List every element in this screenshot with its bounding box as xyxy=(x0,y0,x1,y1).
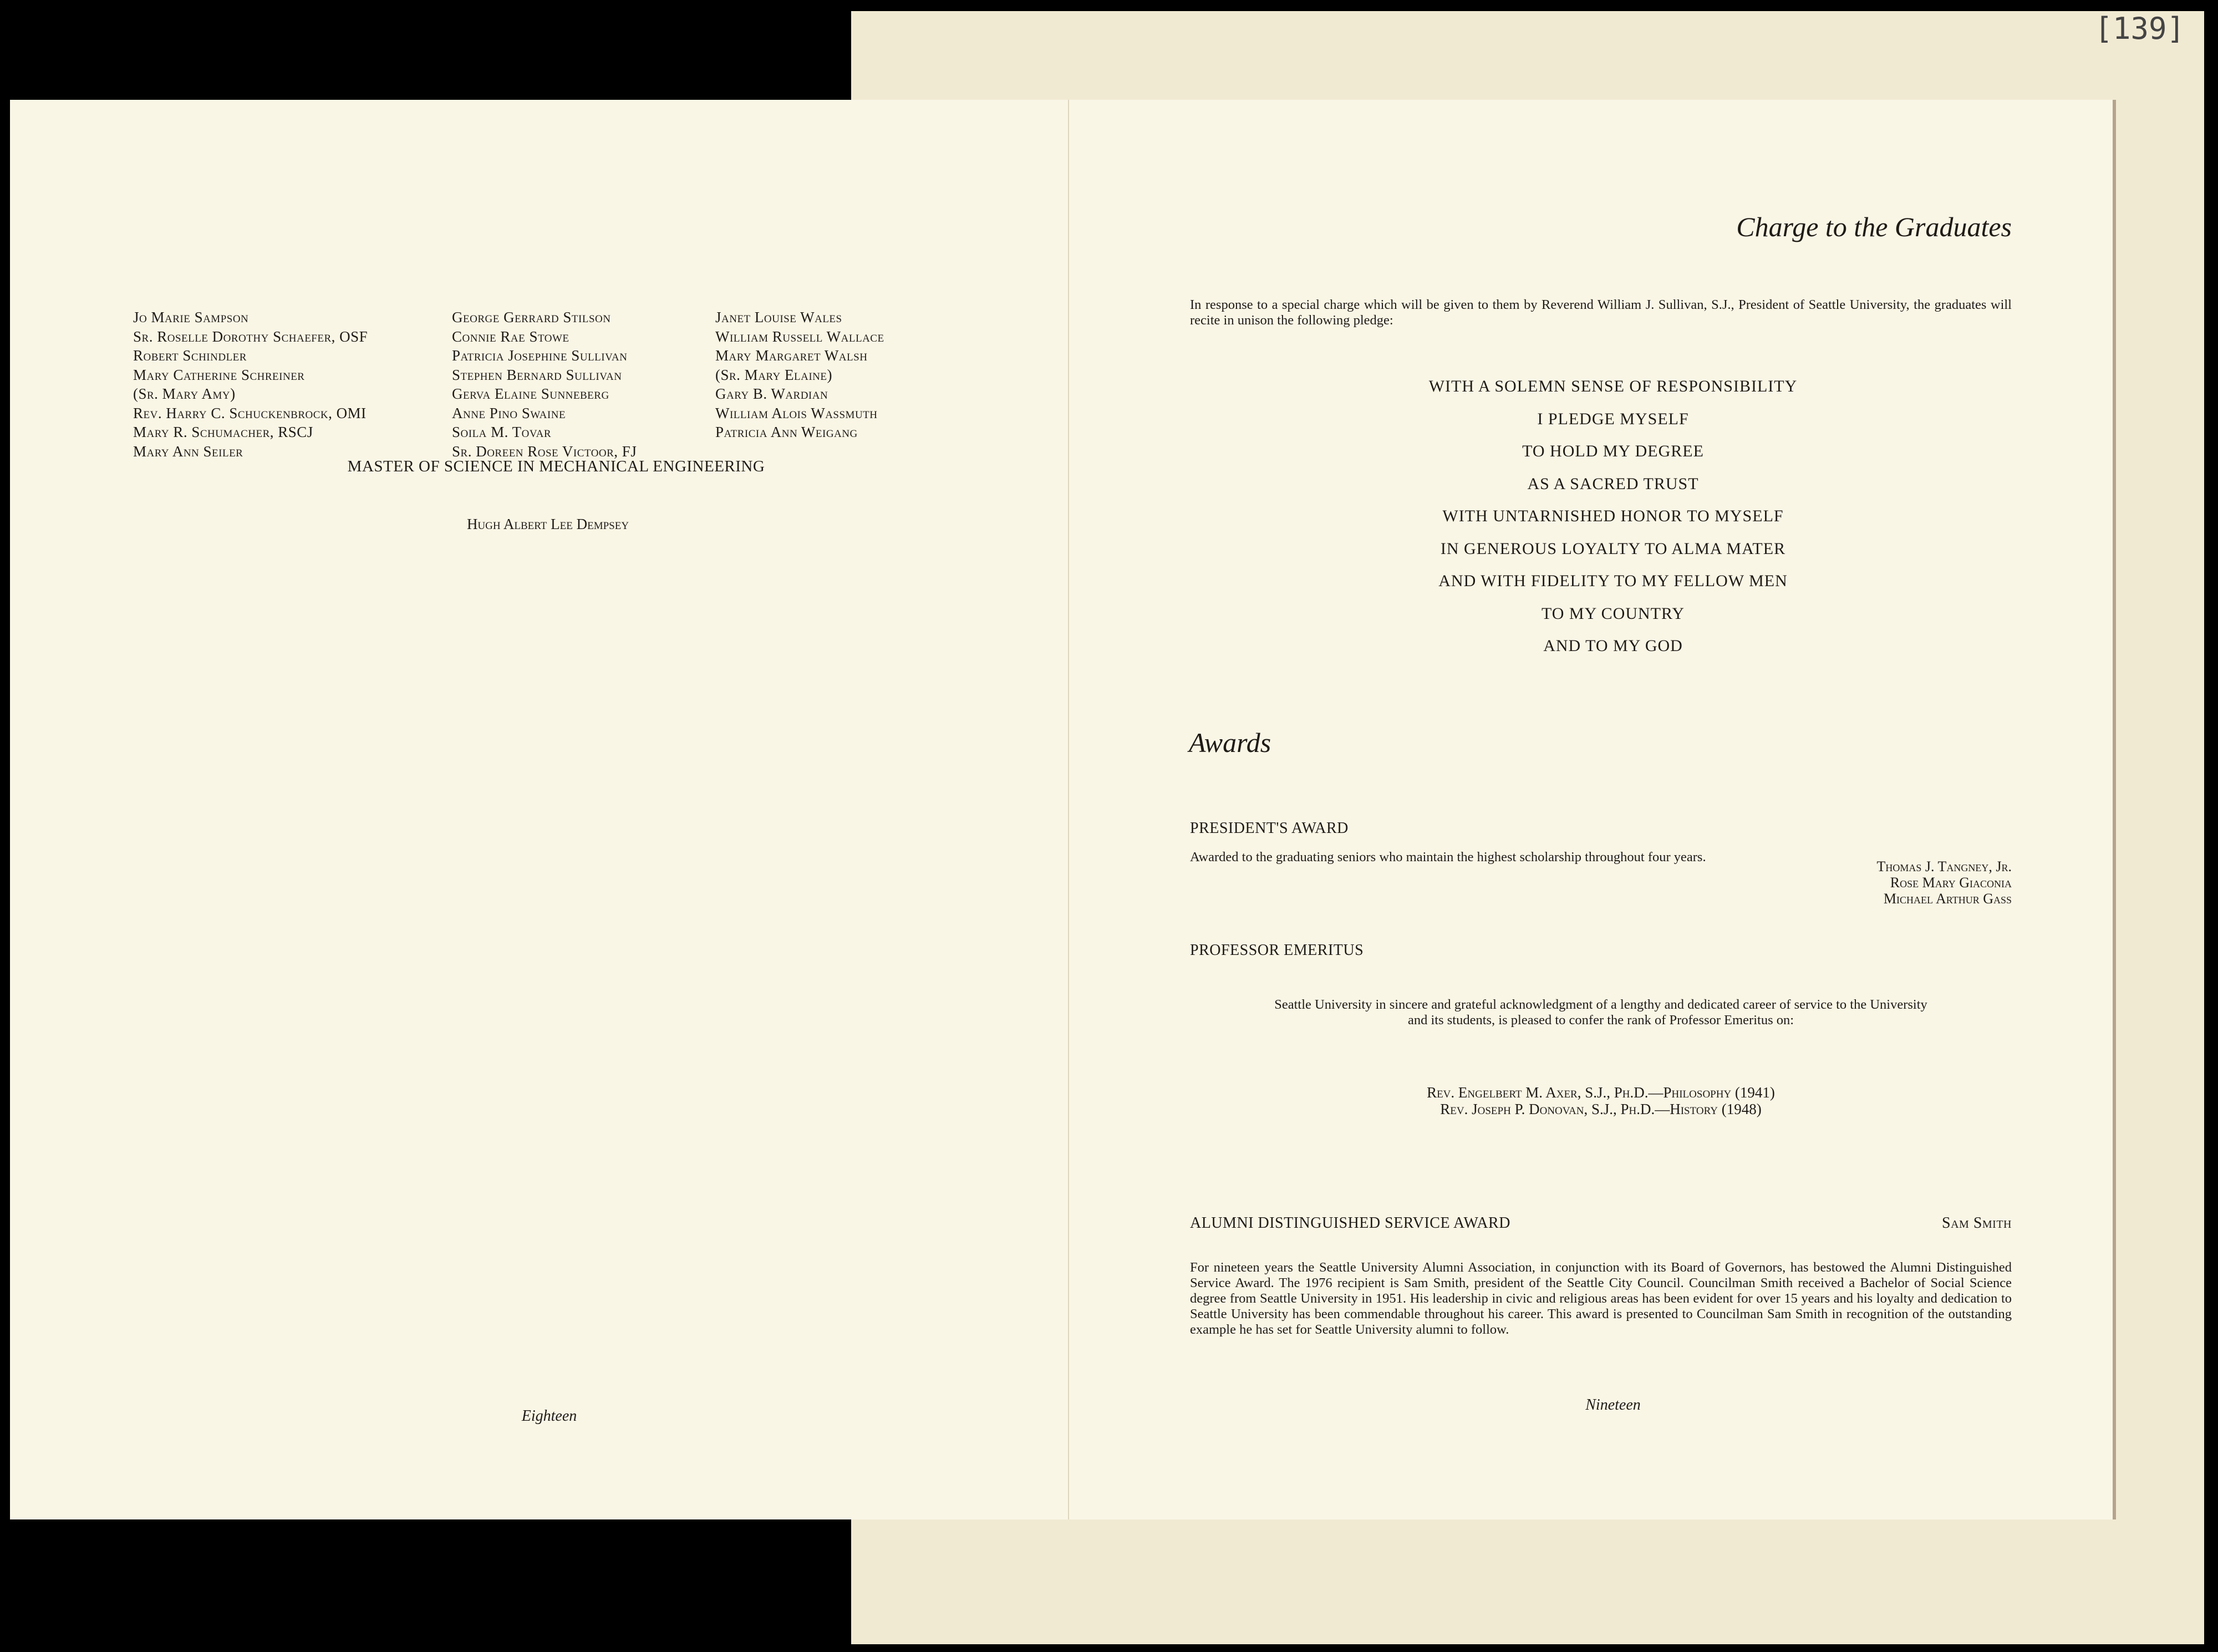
pledge-line: AND TO MY GOD xyxy=(1543,637,1683,655)
graduate-name: Jo Marie Sampson xyxy=(133,309,249,326)
pledge-line: IN GENEROUS LOYALTY TO ALMA MATER xyxy=(1440,539,1786,558)
pledge-line: TO MY COUNTRY xyxy=(1541,604,1685,623)
alumni-award-description: For nineteen years the Seattle University Alumni Association, in conjunction with its Board of Governors, has bestowed the Alumni Distinguished Service Award. The 1976 recipient is Sam Smith, president of the Seattle City Council. Councilman Smith received a Bachelor of Social Science degree from Seattle University in 1951. His leadership in civic and religious areas has been evident for over 15 years and his loyalty and dedication to Seattle University has been commendable throughout his career. This award is presented to Councilman Sam Smith in recognition of the outstanding example he has set for Seattle University alumni to follow. xyxy=(1190,1260,2012,1337)
names-column-3 xyxy=(715,308,884,442)
award-recipient: Thomas J. Tangney, Jr. xyxy=(1876,858,2012,875)
archive-number: [139] xyxy=(2094,11,2185,46)
right-page xyxy=(1069,100,2113,1519)
pledge-line: I PLEDGE MYSELF xyxy=(1537,409,1689,428)
page-number: Eighteen xyxy=(521,1407,577,1425)
pledge-line: WITH A SOLEMN SENSE OF RESPONSIBILITY xyxy=(1428,377,1798,395)
professor-emeritus-title: PROFESSOR EMERITUS xyxy=(1190,942,1364,959)
graduate-name: Mary R. Schumacher, RSCJ xyxy=(133,424,313,440)
alumni-award-title: ALUMNI DISTINGUISHED SERVICE AWARD xyxy=(1190,1214,1510,1232)
graduate-name: Stephen Bernard Sullivan xyxy=(452,366,622,383)
graduate-name: George Gerrard Stilson xyxy=(452,309,611,326)
graduate-name: Mary Ann Seiler xyxy=(133,443,243,460)
pledge-line: WITH UNTARNISHED HONOR TO MYSELF xyxy=(1442,507,1784,525)
awards-heading: Awards xyxy=(1189,727,1271,758)
award-recipient: Rose Mary Giaconia xyxy=(1890,875,2012,891)
graduate-name: (Sr. Mary Elaine) xyxy=(715,366,832,383)
page-number: Nineteen xyxy=(1585,1396,1641,1414)
pledge-line: AS A SACRED TRUST xyxy=(1527,474,1699,493)
professor-emeritus-description-line2: and its students, is pleased to confer the rank of Professor Emeritus on: xyxy=(1407,1013,1794,1028)
graduate-name: Connie Rae Stowe xyxy=(452,328,569,345)
presidents-award-description: Awarded to the graduating seniors who maintain the highest scholarship throughout four years. xyxy=(1190,850,1706,865)
graduate-name: Mary Catherine Schreiner xyxy=(133,366,305,383)
honoree-name: Rev. Engelbert M. Axer, S.J., Ph.D.—Philosophy (1941) xyxy=(1427,1084,1775,1101)
graduate-name: Patricia Josephine Sullivan xyxy=(452,347,628,364)
professor-emeritus-honorees xyxy=(1190,1084,2012,1117)
left-page xyxy=(10,100,1069,1519)
pledge-line: TO HOLD MY DEGREE xyxy=(1522,442,1704,460)
graduate-name: Sr. Roselle Dorothy Schaefer, OSF xyxy=(133,328,368,345)
pledge xyxy=(1069,370,2113,663)
alumni-award-recipient: Sam Smith xyxy=(1942,1214,2012,1232)
graduate-name: (Sr. Mary Amy) xyxy=(133,385,236,402)
degree-title: MASTER OF SCIENCE IN MECHANICAL ENGINEERING xyxy=(347,458,765,475)
graduate-name: Sr. Doreen Rose Victoor, FJ xyxy=(452,443,637,460)
graduate-name: William Russell Wallace xyxy=(715,328,884,345)
degree-recipient: Hugh Albert Lee Dempsey xyxy=(466,516,629,532)
graduate-name: Mary Margaret Walsh xyxy=(715,347,868,364)
graduate-name: Anne Pino Swaine xyxy=(452,404,566,421)
charge-heading: Charge to the Graduates xyxy=(1736,211,2012,242)
pledge-line: AND WITH FIDELITY TO MY FELLOW MEN xyxy=(1438,572,1788,590)
graduate-name: Robert Schindler xyxy=(133,347,247,364)
professor-emeritus-description-line1: Seattle University in sincere and grateful acknowledgment of a lengthy and dedicated career of service to the University xyxy=(1274,997,1927,1012)
award-recipient: Michael Arthur Gass xyxy=(1883,891,2012,907)
presidents-award-title: PRESIDENT'S AWARD xyxy=(1190,820,1349,837)
graduate-name: Rev. Harry C. Schuckenbrock, OMI xyxy=(133,404,367,421)
graduate-name: Gerva Elaine Sunneberg xyxy=(452,385,609,402)
graduate-name: Janet Louise Wales xyxy=(715,309,842,326)
honoree-name: Rev. Joseph P. Donovan, S.J., Ph.D.—History (1948) xyxy=(1440,1101,1762,1117)
graduate-name: Gary B. Wardian xyxy=(715,385,828,402)
presidents-award-recipients xyxy=(1876,858,2012,907)
charge-intro: In response to a special charge which will be given to them by Reverend William J. Sullivan, S.J., President of Seattle University, the graduates will recite in unison the following pledge: xyxy=(1190,297,2012,328)
professor-emeritus-description xyxy=(1190,997,2012,1028)
graduate-name: Soila M. Tovar xyxy=(452,424,552,440)
names-column-2 xyxy=(452,308,637,461)
names-column-1 xyxy=(133,308,368,461)
graduate-name: Patricia Ann Weigang xyxy=(715,424,858,440)
graduate-name: William Alois Wassmuth xyxy=(715,404,878,421)
